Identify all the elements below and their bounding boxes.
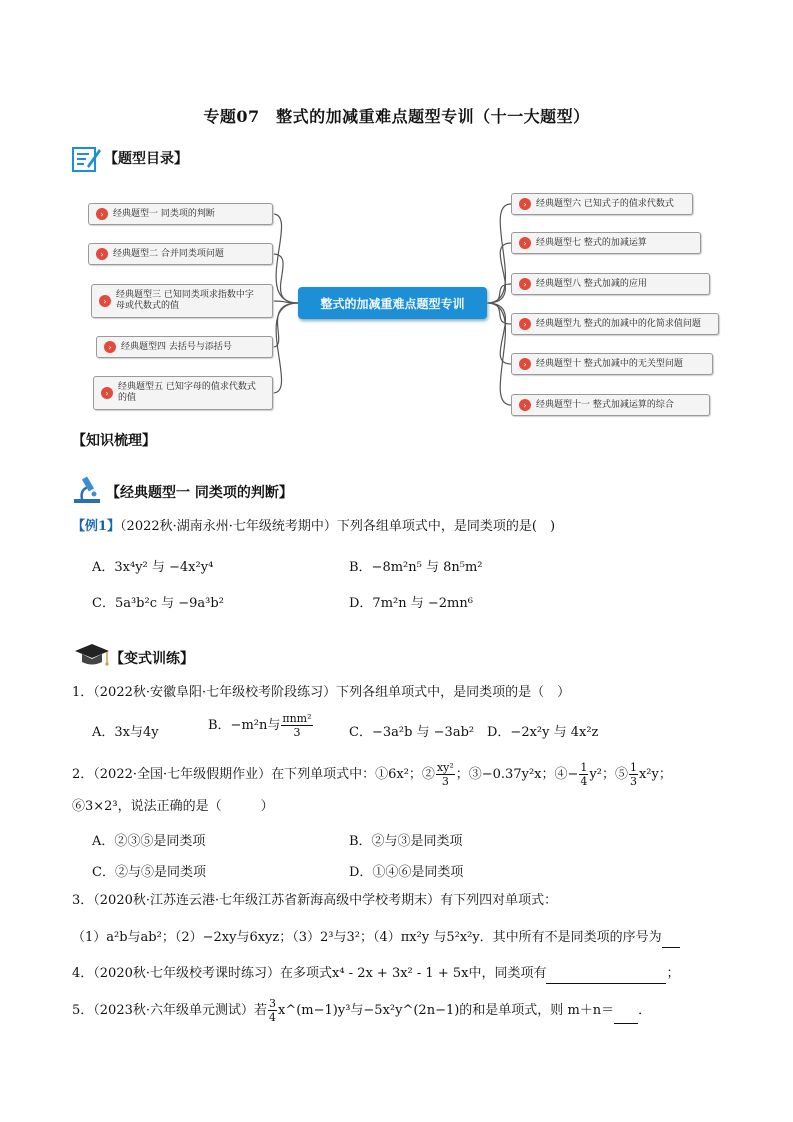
example1-option-b: B．−8m²n⁵ 与 8n⁵m²	[349, 560, 483, 575]
mindmap-node-type5: › 经典题型五 已知字母的值求代数式的值	[93, 376, 273, 410]
chevron-right-icon: ›	[519, 278, 531, 290]
q1-option-a: A．3x与4y	[92, 725, 159, 740]
example1-option-a: A．3x⁴y² 与 −4x²y⁴	[92, 560, 214, 575]
question-1-stem: 1．（2022秋·安徽阜阳·七年级校考阶段练习）下列各组单项式中，是同类项的是（ ）	[72, 685, 571, 700]
type1-heading: 【经典题型一 同类项的判断】	[106, 485, 293, 501]
q5-answer-blank[interactable]	[614, 1009, 638, 1024]
q2-fraction-2: $\frac{\text{xy²}}{3}$	[436, 761, 454, 788]
mindmap-node-type6: › 经典题型六 已知式子的值求代数式	[511, 193, 693, 215]
microscope-icon	[72, 474, 104, 504]
mindmap-node-type8: › 经典题型八 整式加减的应用	[511, 273, 710, 295]
example1-option-c: C．5a³b²c 与 −9a³b²	[92, 596, 224, 611]
q2-option-d: D．①④⑥是同类项	[349, 865, 464, 880]
mindmap-node-type9: › 经典题型九 整式的加减中的化简求值问题	[511, 313, 719, 335]
chevron-right-icon: ›	[101, 387, 113, 399]
chevron-right-icon: ›	[104, 341, 116, 353]
q1-option-b: B．−m²n与 $\frac{\text{πnm²}}{3}$	[208, 712, 312, 739]
question-3-line2: （1）a²b与ab²；（2）−2xy与6xyz；（3）2³与3²；（4）πx²y 与5²x²y．其中所有不是同类项的序号为	[72, 928, 680, 948]
q2-fraction-5: $\frac{1}{3}$	[629, 761, 637, 788]
q2-option-c: C．②与⑤是同类项	[92, 865, 206, 880]
chevron-right-icon: ›	[99, 295, 111, 307]
q1-option-b-fraction: $\frac{\text{πnm²}}{3}$	[282, 712, 312, 739]
chevron-right-icon: ›	[519, 198, 531, 210]
chevron-right-icon: ›	[519, 358, 531, 370]
chevron-right-icon: ›	[519, 318, 531, 330]
practice-heading: 【变式训练】	[110, 651, 194, 667]
example1-option-d: D．7m²n 与 −2mn⁶	[349, 596, 473, 611]
q5-fraction: $\frac{3}{4}$	[269, 997, 276, 1024]
question-4-stem: 4．（2020秋·七年级校考课时练习）在多项式x⁴ - 2x + 3x² - 1 + 5x中，同类项有 ；	[72, 964, 679, 984]
q2-option-b: B．②与③是同类项	[349, 834, 463, 849]
q1-option-d: D．−2x²y 与 4x²z	[487, 725, 599, 740]
question-5-stem: 5．（2023秋·六年级单元测试）若 $\frac{3}{4}$ x^(m−1)y³与−5x²y^(2n−1)的和是单项式，则 m＋n＝ ．	[72, 997, 652, 1024]
mindmap-node-type4: › 经典题型四 去括号与添括号	[96, 336, 273, 358]
chevron-right-icon: ›	[96, 248, 108, 260]
mindmap-node-type3: › 经典题型三 已知同类项求指数中字母或代数式的值	[91, 284, 273, 318]
example1-label: 【例1】	[72, 519, 121, 534]
question-2-line2: ⑥3×2³，说法正确的是（ ）	[72, 799, 274, 814]
chevron-right-icon: ›	[519, 399, 531, 411]
q2-fraction-4: $\frac{1}{4}$	[580, 761, 588, 788]
mindmap-center-node: 整式的加减重难点题型专训	[298, 287, 487, 319]
graduation-cap-icon	[74, 642, 110, 668]
page-title: 专题07 整式的加减重难点题型专训（十一大题型）	[203, 107, 590, 126]
chevron-right-icon: ›	[519, 237, 531, 249]
mindmap-node-type2: › 经典题型二 合并同类项问题	[88, 243, 273, 265]
q1-option-c: C．−3a²b 与 −3ab²	[349, 725, 475, 740]
mindmap-node-type11: › 经典题型十一 整式加减运算的综合	[511, 394, 710, 416]
example1-stem: 【例1】（2022秋·湖南永州·七年级统考期中）下列各组单项式中，是同类项的是( )	[72, 519, 556, 534]
q3-answer-blank[interactable]	[662, 933, 680, 948]
question-3-stem: 3．（2020秋·江苏连云港·七年级江苏省新海高级中学校考期末）有下列四对单项式：	[72, 893, 558, 908]
mindmap-node-type7: › 经典题型七 整式的加减运算	[511, 232, 701, 254]
question-2-stem: 2．（2022·全国·七年级假期作业）在下列单项式中：①6x²；② $\frac{\text{xy²}}{3}$ ；③−0.37y²x；④− $\frac{1}{4}$ y²；⑤ $\frac{1}{3}$ x²y；	[72, 761, 672, 788]
q4-answer-blank[interactable]	[546, 969, 666, 984]
knowledge-heading: 【知识梳理】	[72, 433, 156, 449]
mindmap-node-type1: › 经典题型一 同类项的判断	[88, 203, 273, 225]
mindmap-node-type10: › 经典题型十 整式加减中的无关型问题	[511, 353, 713, 375]
q2-option-a: A．②③⑤是同类项	[92, 834, 206, 849]
toc-heading: 【题型目录】	[104, 151, 188, 167]
chevron-right-icon: ›	[96, 208, 108, 220]
